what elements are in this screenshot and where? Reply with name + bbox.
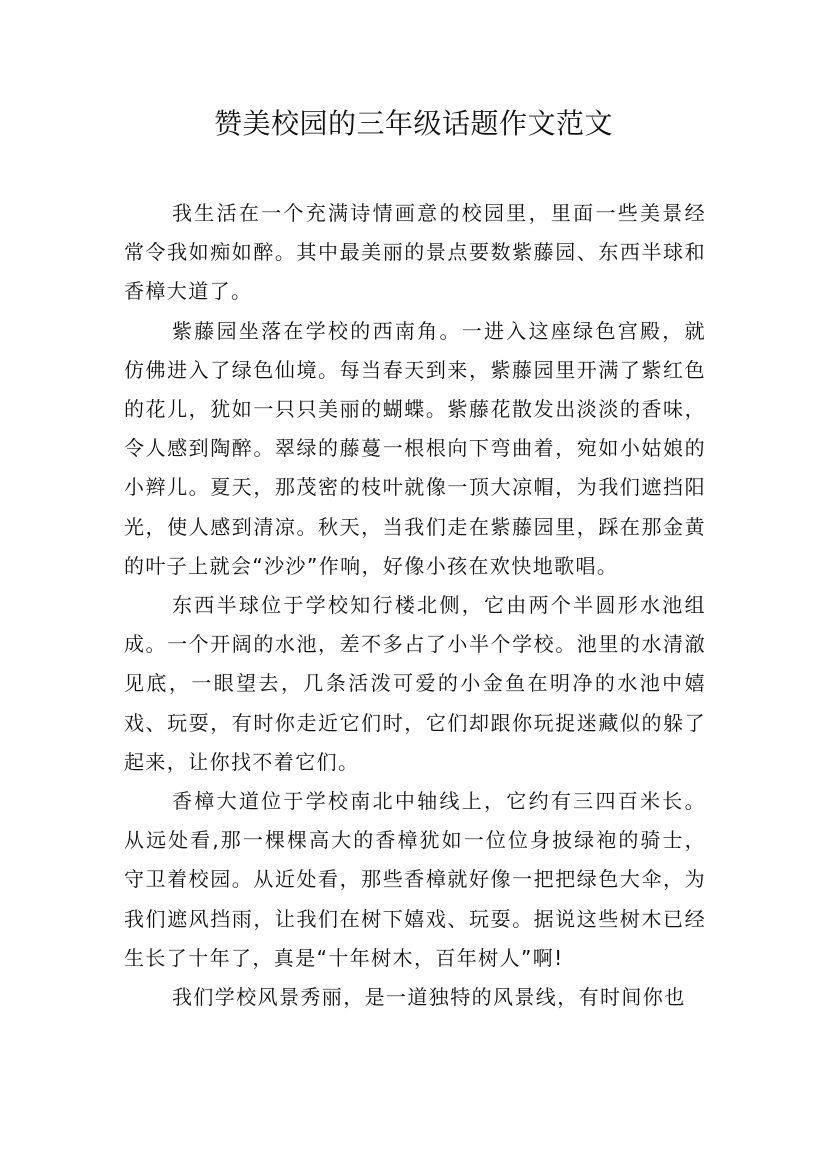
document-body: [124, 194, 706, 1017]
paragraph-4: 香樟大道位于学校南北中轴线上，它约有三四百米长。从远处看,那一棵棵高大的香樟犹如一位位身披绿袍的骑士，守卫着校园。从近处看，那些香樟就好像一把把绿色大伞，为我们遮风挡雨，让我们在树下嬉戏、玩耍。据说这些树木已经生长了十年了，真是“十年树木，百年树人”啊!: [124, 789, 706, 970]
paragraph-5: 我们学校风景秀丽，是一道独特的风景线，有时间你也: [172, 985, 686, 1010]
paragraph-2: 紫藤园坐落在学校的西南角。一进入这座绿色宫殿，就仿佛进入了绿色仙境。每当春天到来，紫藤园里开满了紫红色的花儿，犹如一只只美丽的蝴蝶。紫藤花散发出淡淡的香味，令人感到陶醉。翠绿的藤蔓一根根向下弯曲着，宛如小姑娘的小辫儿。夏天，那茂密的枝叶就像一顶大凉帽，为我们遮挡阳光，使人感到清凉。秋天，当我们走在紫藤园里，踩在那金黄的叶子上就会“沙沙”作响，好像小孩在欢快地歌唱。: [124, 318, 706, 578]
paragraph-1: 我生活在一个充满诗情画意的校园里，里面一些美景经常令我如痴如醉。其中最美丽的景点要数紫藤园、东西半球和香樟大道了。: [124, 201, 706, 304]
paragraph-3: 东西半球位于学校知行楼北侧，它由两个半圆形水池组成。一个开阔的水池，差不多占了小半个学校。池里的水清澈见底，一眼望去，几条活泼可爱的小金鱼在明净的水池中嬉戏、玩耍，有时你走近它们时，它们却跟你玩捉迷藏似的躲了起来，让你找不着它们。: [124, 593, 706, 774]
document-title: 赞美校园的三年级话题作文范文: [213, 107, 613, 140]
